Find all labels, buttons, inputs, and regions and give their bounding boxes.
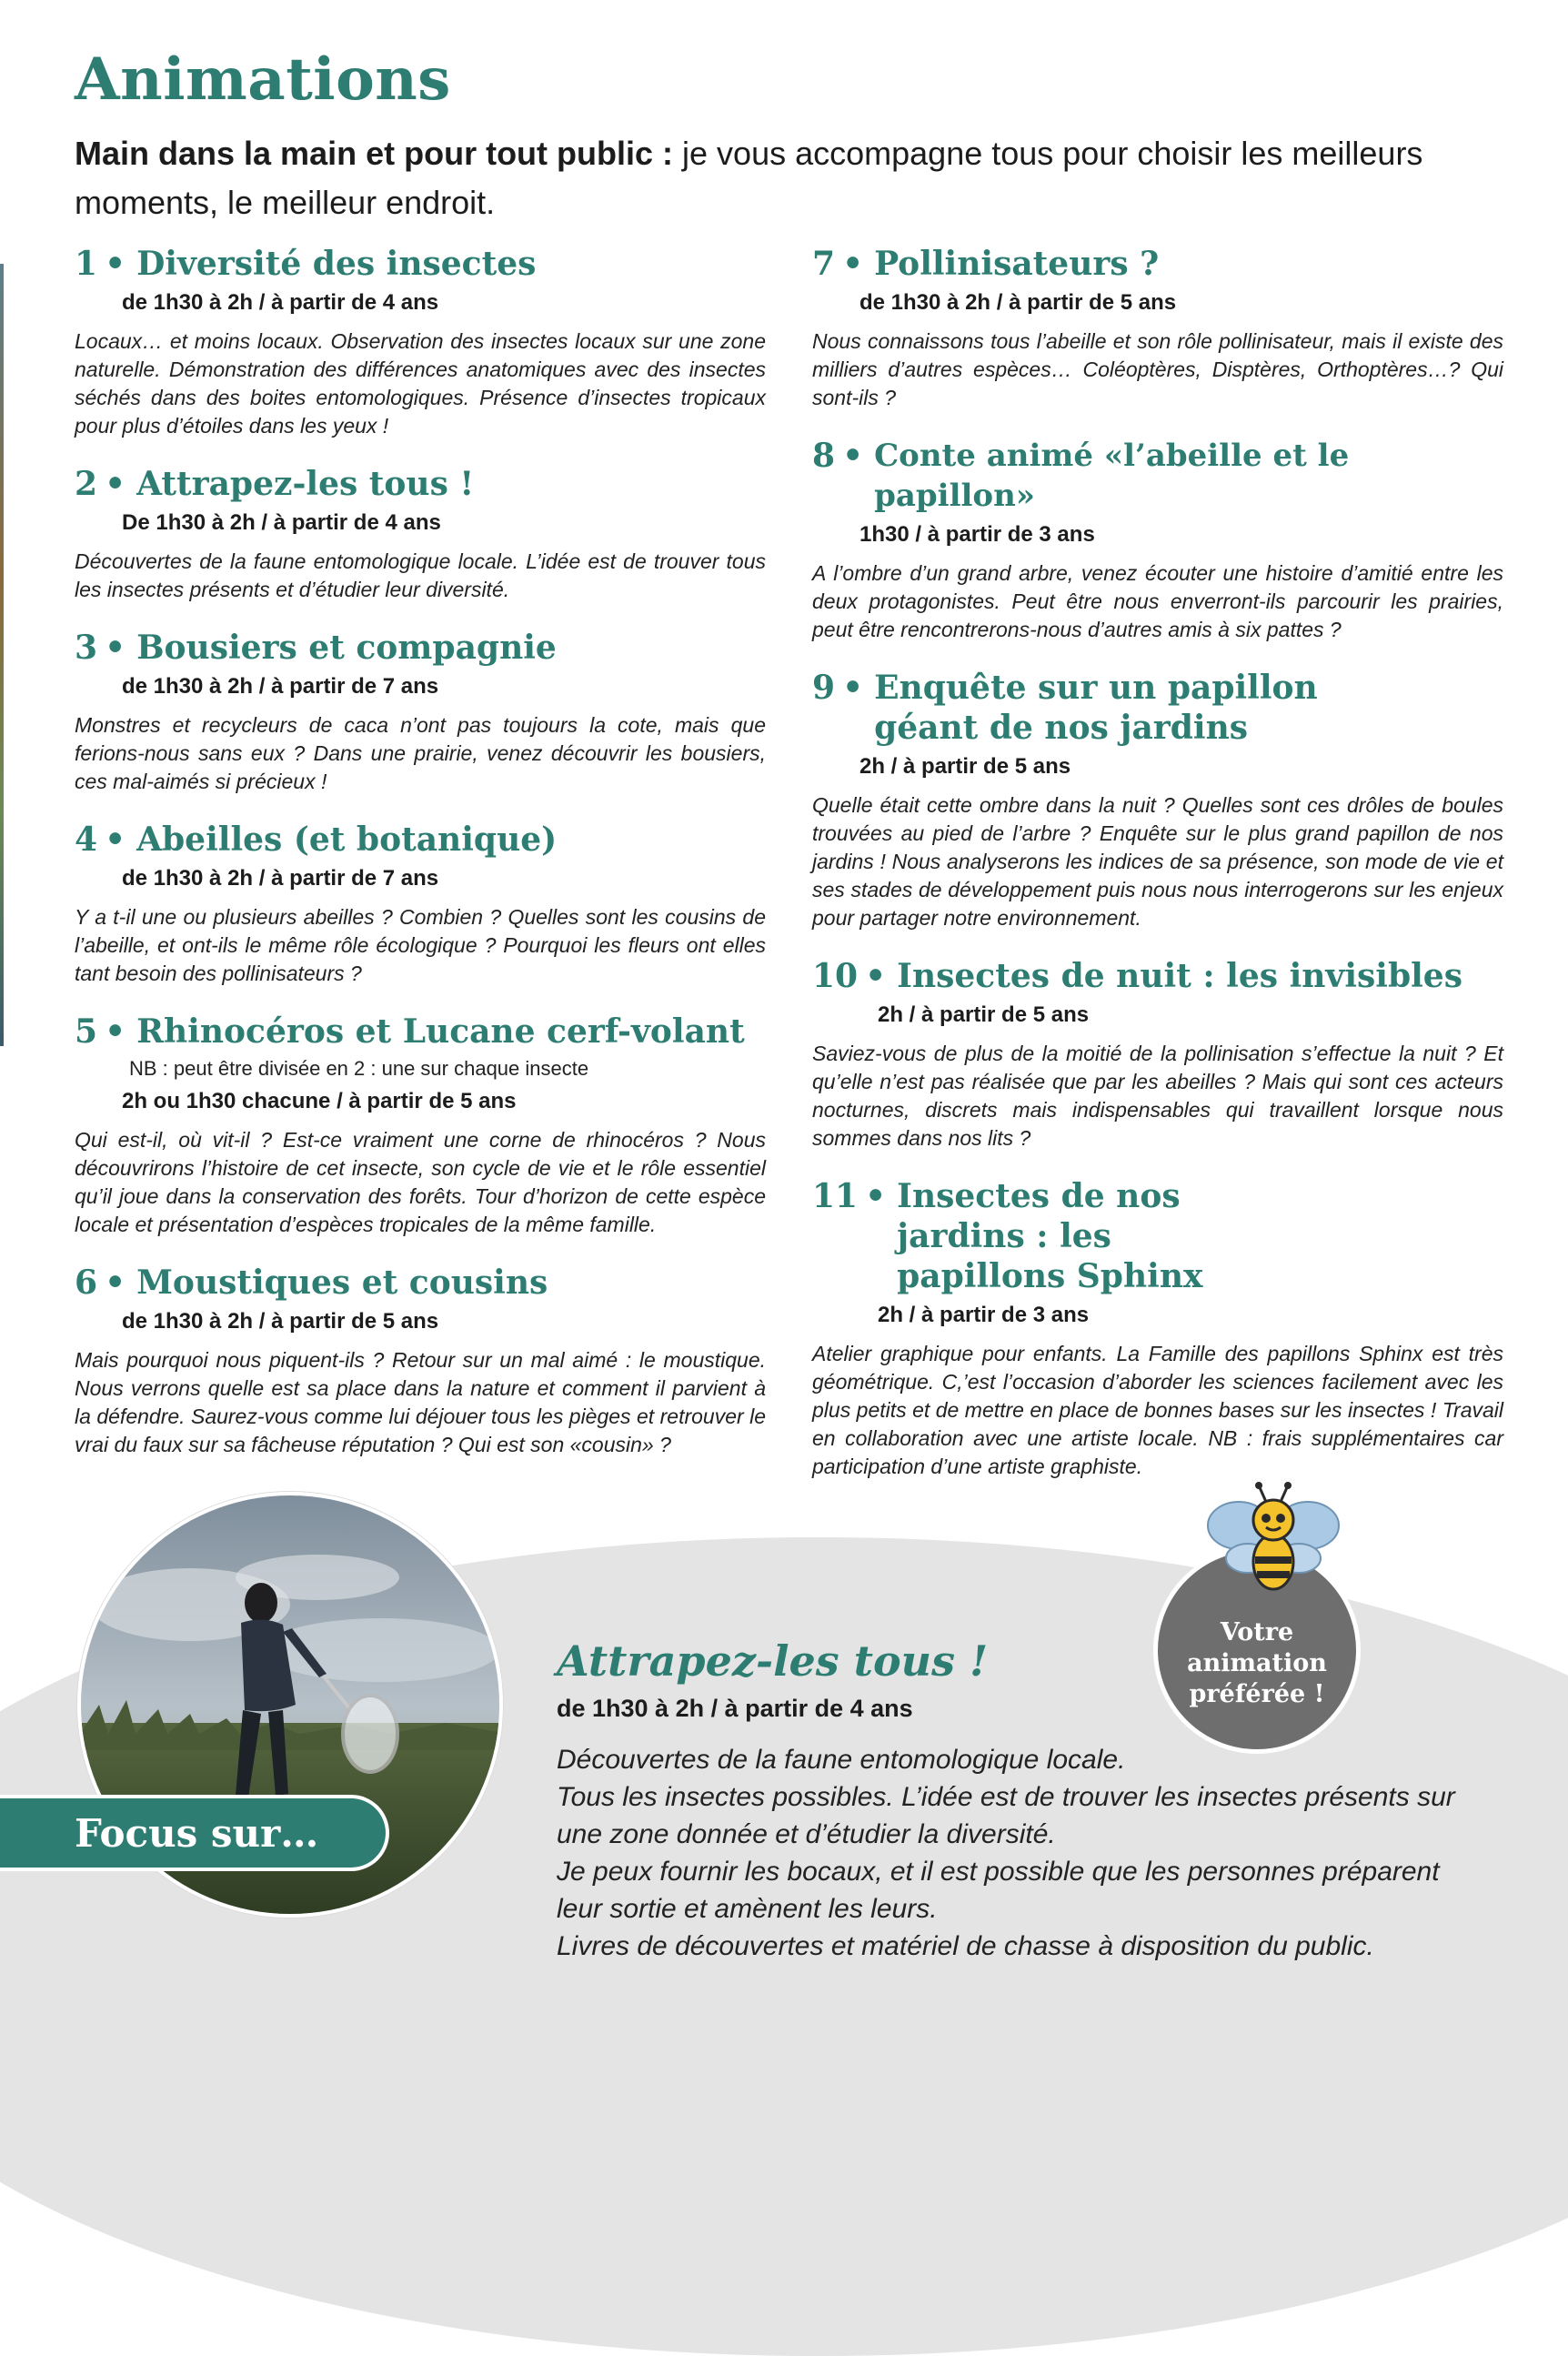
activity-number: 11 xyxy=(812,1177,859,1215)
focus-title: Attrapez-les tous ! xyxy=(557,1636,989,1686)
activity-meta: 2h / à partir de 5 ans xyxy=(859,754,1071,779)
activity-2: 2 • Attrapez-les tous ! De 1h30 à 2h / à partir de 4 ans Découvertes de la faune entomologique locale. L’idée est de trouver tous les insectes présents et d’étudier leur diversité. xyxy=(75,464,766,604)
activity-number: 7 xyxy=(812,245,836,283)
activity-description: Locaux… et moins locaux. Observation des insectes locaux sur une zone naturelle. Démonstration des différences anatomiques avec des insectes séchés dans des boites entomologiques. Présence d’insectes tropicaux pour plus d’étoiles dans les yeux ! xyxy=(75,329,766,438)
activity-meta: 2h ou 1h30 chacune / à partir de 5 ans xyxy=(122,1089,517,1113)
activity-3: 3 • Bousiers et compagnie de 1h30 à 2h / à partir de 7 ans Monstres et recycleurs de caca n’ont pas toujours la cote, mais que ferions-nous sans eux ? Dans une prairie, venez découvrir les bousiers, ces mal-aimés si précieux ! xyxy=(75,628,766,796)
activity-meta: de 1h30 à 2h / à partir de 7 ans xyxy=(122,866,439,891)
activity-title: Pollinisateurs ? xyxy=(874,245,1160,283)
activity-meta: de 1h30 à 2h / à partir de 7 ans xyxy=(122,674,439,699)
activity-number: 2 xyxy=(75,465,98,503)
intro-paragraph xyxy=(75,129,1493,227)
activity-meta: 2h / à partir de 5 ans xyxy=(878,1002,1090,1027)
bee-icon xyxy=(1201,1478,1346,1596)
right-column xyxy=(812,244,1503,1481)
activity-number: 1 xyxy=(75,245,98,283)
activity-number: 9 xyxy=(812,669,836,707)
activity-10: 10 • Insectes de nuit : les invisibles 2h / à partir de 5 ans Saviez-vous de plus de la moitié de la pollinisation s’effectue la nuit ? Et qu’elle n’est pas réalisée que par les abeilles ? Mais qui sont ces acteurs nocturnes, discrets mais indispensables qui travaillent lorsque nous sommes dans nos lits ? xyxy=(812,956,1503,1153)
activity-number: 8 xyxy=(812,437,836,475)
favorite-badge-label: Votre animation préférée ! xyxy=(1187,1618,1327,1708)
activity-meta: 2h / à partir de 3 ans xyxy=(878,1303,1090,1327)
activity-title: Moustiques et cousins xyxy=(136,1264,548,1302)
intro-lead: Main dans la main et pour tout public : xyxy=(75,135,674,172)
activity-meta: de 1h30 à 2h / à partir de 4 ans xyxy=(122,290,439,315)
activity-4: 4 • Abeilles (et botanique) de 1h30 à 2h / à partir de 7 ans Y a t-il une ou plusieurs abeilles ? Combien ? Quelles sont les cousins de l’abeille, et ont-ils le même rôle écologique ? Pourquoi les fleurs ont elles tant besoin des pollinisateurs ? xyxy=(75,820,766,988)
activity-title: Diversité des insectes xyxy=(136,245,537,283)
activity-title: Attrapez-les tous ! xyxy=(136,465,475,503)
activity-description: Atelier graphique pour enfants. La Famille des papillons Sphinx est très géométrique. C,’est l’occasion d’aborder les sciences facilement avec les plus petits et de mettre en place de bonnes bases sur les insectes ! Travail en collaboration avec une artiste locale. NB : frais supplémentaires car participation d’une artiste graphiste. xyxy=(812,1342,1503,1478)
activity-1: 1 • Diversité des insectes de 1h30 à 2h / à partir de 4 ans Locaux… et moins locaux. Observation des insectes locaux sur une zone naturelle. Démonstration des différences anatomiques avec des insectes séchés dans des boites entomologiques. Présence d’insectes tropicaux pour plus d’étoiles dans les yeux ! xyxy=(75,244,766,440)
activity-meta: 1h30 / à partir de 3 ans xyxy=(859,522,1095,547)
activity-5: 5 • Rhinocéros et Lucane cerf-volant NB : peut être divisée en 2 : une sur chaque insecte 2h ou 1h30 chacune / à partir de 5 ans Qui est-il, où vit-il ? Est-ce vraiment une corne de rhinocéros ? Nous découvrirons l’histoire de cet insecte, son cycle de vie et le rôle essentiel qu’il joue dans la conservation des forêts. Tour d’horizon de cette espèce locale et présentation d’espèces tropicales de la même famille. xyxy=(75,1012,766,1239)
focus-line: Tous les insectes possibles. L’idée est de trouver les insectes présents sur une zone donnée et d’étudier la diversité. xyxy=(557,1782,1455,1849)
focus-banner-label: Focus sur… xyxy=(75,1810,319,1856)
activity-note: NB : peut être divisée en 2 : une sur chaque insecte xyxy=(129,1057,589,1080)
activity-title: Conte animé «l’abeille et le papillon» xyxy=(874,438,1350,514)
focus-description xyxy=(557,1741,1475,1965)
activity-6: 6 • Moustiques et cousins de 1h30 à 2h / à partir de 5 ans Mais pourquoi nous piquent-ils ? Retour sur un mal aimé : le moustique. Nous verrons quelle est sa place dans la nature et comment il parvient à la défendre. Saurez-vous comme lui déjouer tous les pièges et retrouver le vrai du faux sur sa fâcheuse réputation ? Qui est son «cousin» ? xyxy=(75,1263,766,1459)
activity-title: Rhinocéros et Lucane cerf-volant xyxy=(136,1012,745,1051)
page-title: Animations xyxy=(75,45,451,114)
activity-description: Saviez-vous de plus de la moitié de la pollinisation s’effectue la nuit ? Et qu’elle n’est pas réalisée que par les abeilles ? Mais qui sont ces acteurs nocturnes, discrets mais indispensables qui travaillent lorsque nous sommes dans nos lits ? xyxy=(812,1042,1503,1150)
focus-meta: de 1h30 à 2h / à partir de 4 ans xyxy=(557,1695,913,1722)
activity-description: Y a t-il une ou plusieurs abeilles ? Combien ? Quelles sont les cousins de l’abeille, et ont-ils le même rôle écologique ? Pourquoi les fleurs ont elles tant besoin des pollinisateurs ? xyxy=(75,905,766,985)
activity-number: 3 xyxy=(75,629,98,667)
activity-description: Monstres et recycleurs de caca n’ont pas toujours la cote, mais que ferions-nous sans eux ? Dans une prairie, venez découvrir les bousiers, ces mal-aimés si précieux ! xyxy=(75,713,766,793)
focus-banner xyxy=(0,1795,389,1871)
activity-number: 10 xyxy=(812,957,859,995)
activity-description: Nous connaissons tous l’abeille et son rôle pollinisateur, mais il existe des milliers d’autres espèces… Coléoptères, Disptères, Orthoptères…? Qui sont-ils ? xyxy=(812,329,1503,409)
activity-title: Insectes de nos jardins : les papillons Sphinx xyxy=(897,1177,1203,1295)
focus-line: Livres de découvertes et matériel de chasse à disposition du public. xyxy=(557,1931,1374,1961)
left-column xyxy=(75,244,766,1459)
activity-7: 7 • Pollinisateurs ? de 1h30 à 2h / à partir de 5 ans Nous connaissons tous l’abeille et son rôle pollinisateur, mais il existe des milliers d’autres espèces… Coléoptères, Disptères, Orthoptères…? Qui sont-ils ? xyxy=(812,244,1503,412)
focus-line: Découvertes de la faune entomologique locale. xyxy=(557,1745,1126,1775)
activity-number: 6 xyxy=(75,1264,98,1302)
activity-description: Qui est-il, où vit-il ? Est-ce vraiment une corne de rhinocéros ? Nous découvrirons l’histoire de cet insecte, son cycle de vie et le rôle essentiel qu’il joue dans la conservation des forêts. Tour d’horizon de cette espèce locale et présentation d’espèces tropicales de la même famille. xyxy=(75,1128,766,1236)
activity-meta: de 1h30 à 2h / à partir de 5 ans xyxy=(122,1309,439,1334)
activity-11: 11 • Insectes de nos jardins : les papillons Sphinx 2h / à partir de 3 ans Atelier graphique pour enfants. La Famille des papillons Sphinx est très géométrique. C,’est l’occasion d’aborder les sciences facilement avec les plus petits et de mettre en place de bonnes bases sur les insectes ! Travail en collaboration avec une artiste locale. NB : frais supplémentaires car participation d’une artiste graphiste. xyxy=(812,1176,1503,1481)
activity-meta: de 1h30 à 2h / à partir de 5 ans xyxy=(859,290,1177,315)
activity-9: 9 • Enquête sur un papillon géant de nos jardins 2h / à partir de 5 ans Quelle était cette ombre dans la nuit ? Quelles sont ces drôles de boules trouvées au pied de l’arbre ? Enquête sur le plus grand papillon de nos jardins ! Nous analyserons les indices de sa présence, son mode de vie et ses stades de développement puis nous nous interrogerons sur les enjeux pour partager notre environnement. xyxy=(812,668,1503,932)
activity-title: Insectes de nuit : les invisibles xyxy=(897,957,1462,995)
activity-title: Enquête sur un papillon géant de nos jardins xyxy=(874,669,1318,747)
activity-number: 4 xyxy=(75,821,98,859)
activity-8: 8 • Conte animé «l’abeille et le papillon» 1h30 / à partir de 3 ans A l’ombre d’un grand arbre, venez écouter une histoire d’amitié entre les deux protagonistes. Peut être nous enverront-ils parcourir les prairies, peut être rencontrerons-nous d’autres amis à six pattes ? xyxy=(812,436,1503,644)
activity-description: Quelle était cette ombre dans la nuit ? Quelles sont ces drôles de boules trouvées au pied de l’arbre ? Enquête sur le plus grand papillon de nos jardins ! Nous analyserons les indices de sa présence, son mode de vie et ses stades de développement puis nous nous interrogerons sur les enjeux pour partager notre environnement. xyxy=(812,793,1503,930)
activity-title: Abeilles (et botanique) xyxy=(136,821,558,859)
activity-title: Bousiers et compagnie xyxy=(136,629,557,667)
activity-description: A l’ombre d’un grand arbre, venez écouter une histoire d’amitié entre les deux protagonistes. Peut être nous enverront-ils parcourir les prairies, peut être rencontrerons-nous d’autres amis à six pattes ? xyxy=(812,561,1503,641)
focus-line: Je peux fournir les bocaux, et il est possible que les personnes préparent leur sortie et amènent les leurs. xyxy=(557,1857,1440,1924)
activity-description: Mais pourquoi nous piquent-ils ? Retour sur un mal aimé : le moustique. Nous verrons quelle est sa place dans la nature et comment il parvient à la défendre. Saurez-vous comme lui déjouer tous les pièges et retrouver le vrai du faux sur sa fâcheuse réputation ? Qui est son «cousin» ? xyxy=(75,1348,766,1456)
activity-number: 5 xyxy=(75,1012,98,1051)
activity-meta: De 1h30 à 2h / à partir de 4 ans xyxy=(122,510,441,535)
activity-description: Découvertes de la faune entomologique locale. L’idée est de trouver tous les insectes présents et d’étudier leur diversité. xyxy=(75,549,766,601)
photo-edge-strip xyxy=(0,264,4,1046)
intro-text: je vous accompagne tous pour choisir les meilleurs moments, le meilleur endroit. xyxy=(75,135,1423,221)
